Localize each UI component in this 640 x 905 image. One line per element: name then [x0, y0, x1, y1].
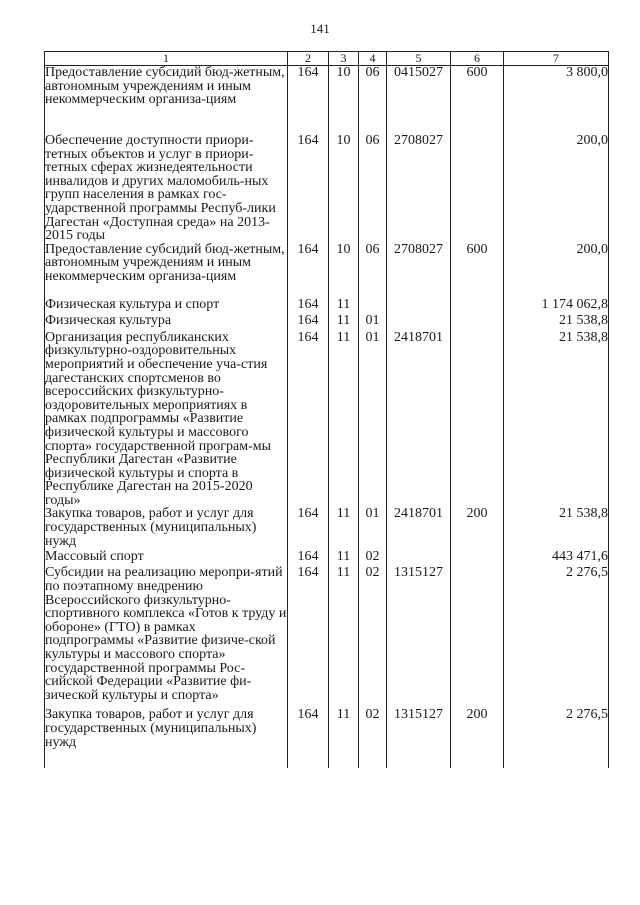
expense-type-code — [451, 134, 504, 243]
section-code: 11 — [329, 298, 359, 314]
ministry-code: 164 — [288, 507, 329, 550]
header-row — [45, 52, 609, 66]
amount: 443 471,6 — [504, 550, 609, 566]
row-name: Физическая культура — [45, 314, 288, 331]
table-row — [45, 507, 609, 550]
section-code: 10 — [329, 134, 359, 243]
amount: 200,0 — [504, 134, 609, 243]
ministry-code: 164 — [288, 566, 329, 708]
subsection-code: 02 — [359, 708, 387, 768]
expense-type-code: 200 — [451, 708, 504, 768]
budget-table — [44, 51, 609, 768]
subsection-code: 06 — [359, 66, 387, 135]
amount: 2 276,5 — [504, 566, 609, 708]
target-code — [387, 550, 451, 566]
col-header-7: 7 — [504, 52, 609, 66]
row-name: Организация республиканских физкультурно-оздоровительных мероприятий и обеспечение уча-стия дагестанских спортсменов во всероссийских физкультурно-оздоровительных мероприятиях в рамках подпрограммы «Развитие физической культуры и массового спорта» государственной програм-мы Республики Дагестан «Развитие физической культуры и спорта в Республике Дагестан на 2015-2020 годы» — [45, 331, 288, 508]
section-code: 11 — [329, 708, 359, 768]
row-name: Массовый спорт — [45, 550, 288, 566]
table-row — [45, 298, 609, 314]
ministry-code: 164 — [288, 298, 329, 314]
section-code: 11 — [329, 566, 359, 708]
subsection-code: 01 — [359, 331, 387, 508]
target-code: 2708027 — [387, 134, 451, 243]
ministry-code: 164 — [288, 134, 329, 243]
expense-type-code — [451, 566, 504, 708]
amount: 21 538,8 — [504, 507, 609, 550]
section-code: 10 — [329, 66, 359, 135]
col-header-4: 4 — [359, 52, 387, 66]
table-row — [45, 134, 609, 243]
amount: 200,0 — [504, 243, 609, 298]
ministry-code: 164 — [288, 331, 329, 508]
target-code: 1315127 — [387, 708, 451, 768]
subsection-code: 02 — [359, 550, 387, 566]
subsection-code — [359, 298, 387, 314]
row-name: Закупка товаров, работ и услуг для государственных (муниципальных) нужд — [45, 708, 288, 768]
expense-type-code: 600 — [451, 66, 504, 135]
ministry-code: 164 — [288, 314, 329, 331]
target-code — [387, 298, 451, 314]
amount: 21 538,8 — [504, 331, 609, 508]
expense-type-code — [451, 298, 504, 314]
target-code: 0415027 — [387, 66, 451, 135]
section-code: 11 — [329, 331, 359, 508]
ministry-code: 164 — [288, 708, 329, 768]
ministry-code: 164 — [288, 243, 329, 298]
section-code: 10 — [329, 243, 359, 298]
col-header-1: 1 — [45, 52, 288, 66]
subsection-code: 01 — [359, 314, 387, 331]
table-row — [45, 566, 609, 708]
row-name: Физическая культура и спорт — [45, 298, 288, 314]
table-row — [45, 243, 609, 298]
expense-type-code: 200 — [451, 507, 504, 550]
target-code: 1315127 — [387, 566, 451, 708]
expense-type-code — [451, 331, 504, 508]
target-code: 2418701 — [387, 331, 451, 508]
section-code: 11 — [329, 314, 359, 331]
ministry-code: 164 — [288, 66, 329, 135]
table-row — [45, 708, 609, 768]
table-row — [45, 66, 609, 135]
target-code — [387, 314, 451, 331]
target-code: 2418701 — [387, 507, 451, 550]
row-name: Обеспечение доступности приори-тетных объектов и услуг в приори-тетных сферах жизнедеятельности инвалидов и других маломобиль-ных групп населения в рамках гос-ударственной программы Респуб-лики Дагестан «Доступная среда» на 2013-2015 годы — [45, 134, 288, 243]
table-row — [45, 550, 609, 566]
table-row — [45, 331, 609, 508]
expense-type-code — [451, 314, 504, 331]
row-name: Предоставление субсидий бюд-жетным, автономным учреждениям и иным некоммерческим организа-циям — [45, 243, 288, 298]
expense-type-code — [451, 550, 504, 566]
target-code: 2708027 — [387, 243, 451, 298]
amount: 21 538,8 — [504, 314, 609, 331]
col-header-2: 2 — [288, 52, 329, 66]
section-code: 11 — [329, 550, 359, 566]
row-name: Закупка товаров, работ и услуг для государственных (муниципальных) нужд — [45, 507, 288, 550]
subsection-code: 06 — [359, 134, 387, 243]
section-code: 11 — [329, 507, 359, 550]
row-name: Предоставление субсидий бюд-жетным, автономным учреждениям и иным некоммерческим организа-циям — [45, 66, 288, 135]
subsection-code: 01 — [359, 507, 387, 550]
col-header-6: 6 — [451, 52, 504, 66]
ministry-code: 164 — [288, 550, 329, 566]
col-header-3: 3 — [329, 52, 359, 66]
page-number: 141 — [310, 21, 330, 36]
subsection-code: 06 — [359, 243, 387, 298]
amount: 1 174 062,8 — [504, 298, 609, 314]
amount: 2 276,5 — [504, 708, 609, 768]
table-row — [45, 314, 609, 331]
row-name: Субсидии на реализацию меропри-ятий по поэтапному внедрению Всероссийского физкультурно-спортивного комплекса «Готов к труду и обороне» (ГТО) в рамках подпрограммы «Развитие физиче-ской культуры и массового спорта» государственной программы Рос-сийской Федерации «Развитие фи-зической культуры и спорта» — [45, 566, 288, 708]
col-header-5: 5 — [387, 52, 451, 66]
amount: 3 800,0 — [504, 66, 609, 135]
expense-type-code: 600 — [451, 243, 504, 298]
subsection-code: 02 — [359, 566, 387, 708]
